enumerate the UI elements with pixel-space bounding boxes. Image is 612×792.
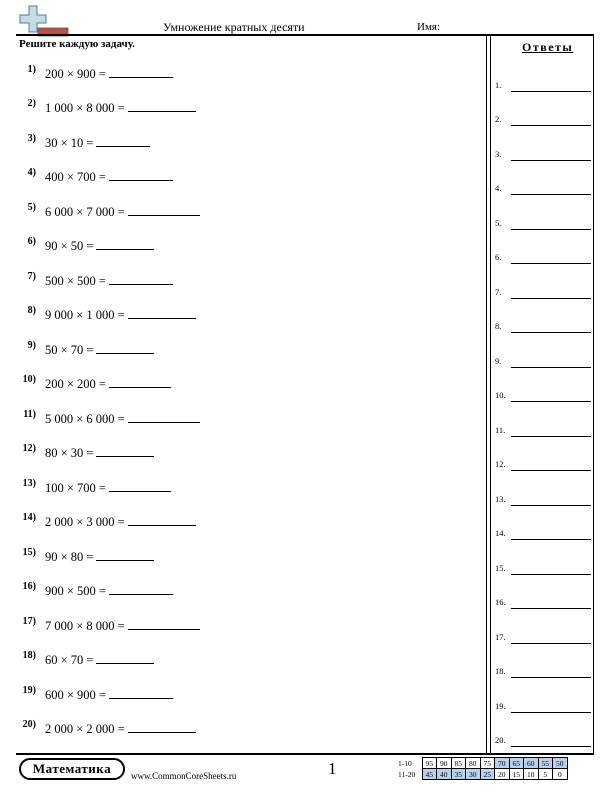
answer-number: 4.	[495, 183, 502, 193]
answer-number: 16.	[495, 597, 506, 607]
problem-item	[16, 616, 476, 636]
problem-expression	[45, 618, 200, 634]
answer-line	[495, 78, 591, 92]
problem-text: 50 × 70 =	[45, 343, 94, 357]
problem-text: 2 000 × 2 000 =	[45, 722, 125, 736]
problem-text: 500 × 500 =	[45, 274, 106, 288]
score-cell: 5	[538, 769, 553, 780]
answer-blank[interactable]	[511, 436, 591, 437]
answer-blank[interactable]	[109, 687, 173, 699]
answer-blank[interactable]	[511, 332, 591, 333]
problem-item	[16, 340, 476, 360]
score-cell: 30	[466, 769, 481, 780]
answer-blank[interactable]	[109, 169, 173, 181]
answer-blank[interactable]	[511, 298, 591, 299]
problem-number: 4)	[27, 167, 36, 178]
answer-line	[495, 595, 591, 609]
problem-number: 5)	[27, 202, 36, 213]
answer-number: 9.	[495, 356, 502, 366]
answer-line	[495, 664, 591, 678]
answer-line	[495, 112, 591, 126]
score-cell: 20	[495, 769, 510, 780]
answer-blank[interactable]	[511, 194, 591, 195]
score-cell: 85	[451, 758, 466, 769]
problem-number: 7)	[27, 271, 36, 282]
answer-line	[495, 733, 591, 747]
answer-line	[495, 423, 591, 437]
problem-expression	[45, 273, 173, 289]
answer-blank[interactable]	[511, 643, 591, 644]
answer-number: 20.	[495, 735, 506, 745]
problem-number: 17)	[22, 616, 36, 627]
problem-expression	[45, 583, 173, 599]
score-cell: 15	[509, 769, 524, 780]
problem-item	[16, 409, 476, 429]
problem-text: 2 000 × 3 000 =	[45, 515, 125, 529]
problem-number: 12)	[22, 443, 36, 454]
score-cell: 80	[466, 758, 481, 769]
problem-text: 1 000 × 8 000 =	[45, 101, 125, 115]
answer-blank[interactable]	[511, 712, 591, 713]
problem-item	[16, 547, 476, 567]
score-table	[398, 757, 568, 780]
problem-expression	[45, 342, 154, 358]
score-cell: 55	[538, 758, 553, 769]
header-divider	[16, 34, 594, 36]
answer-line	[495, 216, 591, 230]
problem-number: 8)	[27, 305, 36, 316]
answer-blank[interactable]	[109, 66, 173, 78]
problem-text: 600 × 900 =	[45, 688, 106, 702]
answer-number: 1.	[495, 80, 502, 90]
problem-expression	[45, 514, 196, 530]
problem-item	[16, 271, 476, 291]
score-cell: 0	[553, 769, 568, 780]
answer-blank[interactable]	[128, 618, 200, 630]
answer-blank[interactable]	[128, 514, 196, 526]
answer-blank[interactable]	[511, 263, 591, 264]
answer-number: 15.	[495, 563, 506, 573]
answer-line	[495, 561, 591, 575]
answer-line	[495, 388, 591, 402]
problem-item	[16, 133, 476, 153]
problem-item	[16, 685, 476, 705]
problem-number: 15)	[22, 547, 36, 558]
answer-line	[495, 457, 591, 471]
answer-line	[495, 319, 591, 333]
answer-blank[interactable]	[511, 470, 591, 471]
problem-item	[16, 443, 476, 463]
answer-blank[interactable]	[96, 549, 154, 561]
answer-blank[interactable]	[128, 100, 196, 112]
answer-blank[interactable]	[128, 307, 196, 319]
problem-number: 13)	[22, 478, 36, 489]
problem-text: 6 000 × 7 000 =	[45, 205, 125, 219]
answer-blank[interactable]	[96, 652, 154, 664]
answer-blank[interactable]	[511, 539, 591, 540]
answer-number: 17.	[495, 632, 506, 642]
problem-item	[16, 581, 476, 601]
answer-number: 18.	[495, 666, 506, 676]
problem-item	[16, 512, 476, 532]
score-cell: 65	[509, 758, 524, 769]
answer-blank[interactable]	[128, 721, 196, 733]
problem-expression	[45, 135, 150, 151]
problem-item	[16, 64, 476, 84]
answer-blank[interactable]	[511, 574, 591, 575]
answer-line	[495, 526, 591, 540]
footer-divider	[16, 753, 594, 755]
problem-expression	[45, 480, 171, 496]
problem-number: 18)	[22, 650, 36, 661]
score-cell: 45	[422, 769, 437, 780]
problem-item	[16, 98, 476, 118]
answer-blank[interactable]	[128, 411, 200, 423]
answer-number: 2.	[495, 114, 502, 124]
problem-number: 20)	[22, 719, 36, 730]
problem-text: 30 × 10 =	[45, 136, 94, 150]
score-cell: 25	[480, 769, 495, 780]
score-cell: 70	[495, 758, 510, 769]
answer-blank[interactable]	[109, 480, 171, 492]
answer-blank[interactable]	[511, 91, 591, 92]
score-cell: 95	[422, 758, 437, 769]
problem-expression	[45, 445, 154, 461]
problem-item	[16, 167, 476, 187]
answer-number: 10.	[495, 390, 506, 400]
score-cell: 75	[480, 758, 495, 769]
answer-number: 14.	[495, 528, 506, 538]
problem-number: 11)	[23, 409, 36, 420]
answer-blank[interactable]	[511, 367, 591, 368]
answer-blank[interactable]	[96, 342, 154, 354]
problem-expression	[45, 687, 173, 703]
answer-blank[interactable]	[109, 583, 173, 595]
site-url: www.CommonCoreSheets.ru	[131, 771, 237, 781]
answer-blank[interactable]	[511, 608, 591, 609]
answer-line	[495, 147, 591, 161]
instructions: Решите каждую задачу.	[19, 38, 135, 50]
answer-blank[interactable]	[511, 677, 591, 678]
answer-number: 19.	[495, 701, 506, 711]
problem-expression	[45, 652, 154, 668]
answer-blank[interactable]	[511, 125, 591, 126]
answer-number: 12.	[495, 459, 506, 469]
problem-expression	[45, 411, 200, 427]
score-row-label: 1-10	[398, 758, 412, 768]
problem-text: 9 000 × 1 000 =	[45, 308, 125, 322]
score-cell: 50	[553, 758, 568, 769]
answer-blank[interactable]	[511, 746, 591, 747]
answer-line	[495, 250, 591, 264]
answer-blank[interactable]	[96, 135, 150, 147]
problem-expression	[45, 721, 196, 737]
answer-blank[interactable]	[511, 160, 591, 161]
problem-text: 90 × 50 =	[45, 239, 94, 253]
plus-logo-icon	[18, 4, 70, 38]
problem-number: 9)	[27, 340, 36, 351]
page-number: 1	[328, 759, 337, 778]
answer-column-divider	[486, 35, 487, 753]
problem-expression	[45, 549, 154, 565]
problem-expression	[45, 238, 154, 254]
problem-expression	[45, 204, 200, 220]
name-label: Имя:	[417, 21, 441, 33]
answer-line	[495, 285, 591, 299]
problem-item	[16, 478, 476, 498]
answer-blank[interactable]	[96, 238, 154, 250]
answer-number: 8.	[495, 321, 502, 331]
answer-line	[495, 354, 591, 368]
problem-number: 1)	[27, 64, 36, 75]
problem-item	[16, 650, 476, 670]
problem-text: 7 000 × 8 000 =	[45, 619, 125, 633]
problem-number: 3)	[27, 133, 36, 144]
answer-blank[interactable]	[511, 505, 591, 506]
answer-line	[495, 630, 591, 644]
problem-expression	[45, 307, 196, 323]
problem-item	[16, 719, 476, 739]
score-cell: 40	[437, 769, 452, 780]
answer-column-divider-inner	[490, 35, 491, 753]
problem-expression	[45, 376, 171, 392]
problem-expression	[45, 169, 173, 185]
answer-number: 13.	[495, 494, 506, 504]
problem-text: 400 × 700 =	[45, 170, 106, 184]
problem-item	[16, 202, 476, 222]
answer-line	[495, 181, 591, 195]
problem-number: 2)	[27, 98, 36, 109]
problem-number: 19)	[22, 685, 36, 696]
answer-number: 5.	[495, 218, 502, 228]
score-cell: 90	[437, 758, 452, 769]
subject-badge: Математика	[19, 758, 125, 780]
score-row	[398, 758, 567, 769]
problem-text: 60 × 70 =	[45, 653, 94, 667]
problem-text: 900 × 500 =	[45, 584, 106, 598]
score-cell: 35	[451, 769, 466, 780]
answer-number: 6.	[495, 252, 502, 262]
problem-text: 100 × 700 =	[45, 481, 106, 495]
answer-number: 7.	[495, 287, 502, 297]
score-cell: 10	[524, 769, 539, 780]
page-title: Умножение кратных десяти	[163, 20, 305, 34]
answer-blank[interactable]	[511, 229, 591, 230]
problem-item	[16, 374, 476, 394]
page-right-border	[593, 35, 594, 753]
answer-number: 3.	[495, 149, 502, 159]
problem-number: 14)	[22, 512, 36, 523]
problem-text: 200 × 200 =	[45, 377, 106, 391]
score-cell: 60	[524, 758, 539, 769]
problem-text: 200 × 900 =	[45, 67, 106, 81]
score-row	[398, 769, 567, 780]
problem-item	[16, 236, 476, 256]
answer-line	[495, 699, 591, 713]
answer-number: 11.	[495, 425, 506, 435]
problem-expression	[45, 100, 196, 116]
problem-number: 6)	[27, 236, 36, 247]
score-row-label: 11-20	[398, 769, 416, 779]
answer-blank[interactable]	[109, 273, 173, 285]
answer-blank[interactable]	[96, 445, 154, 457]
answer-blank[interactable]	[128, 204, 200, 216]
problem-item	[16, 305, 476, 325]
problem-number: 16)	[22, 581, 36, 592]
answer-blank[interactable]	[511, 401, 591, 402]
answer-line	[495, 492, 591, 506]
problem-text: 80 × 30 =	[45, 446, 94, 460]
problem-number: 10)	[22, 374, 36, 385]
problem-expression	[45, 66, 173, 82]
problem-text: 90 × 80 =	[45, 550, 94, 564]
answers-title: Ответы	[522, 40, 574, 54]
problem-text: 5 000 × 6 000 =	[45, 412, 125, 426]
answer-blank[interactable]	[109, 376, 171, 388]
